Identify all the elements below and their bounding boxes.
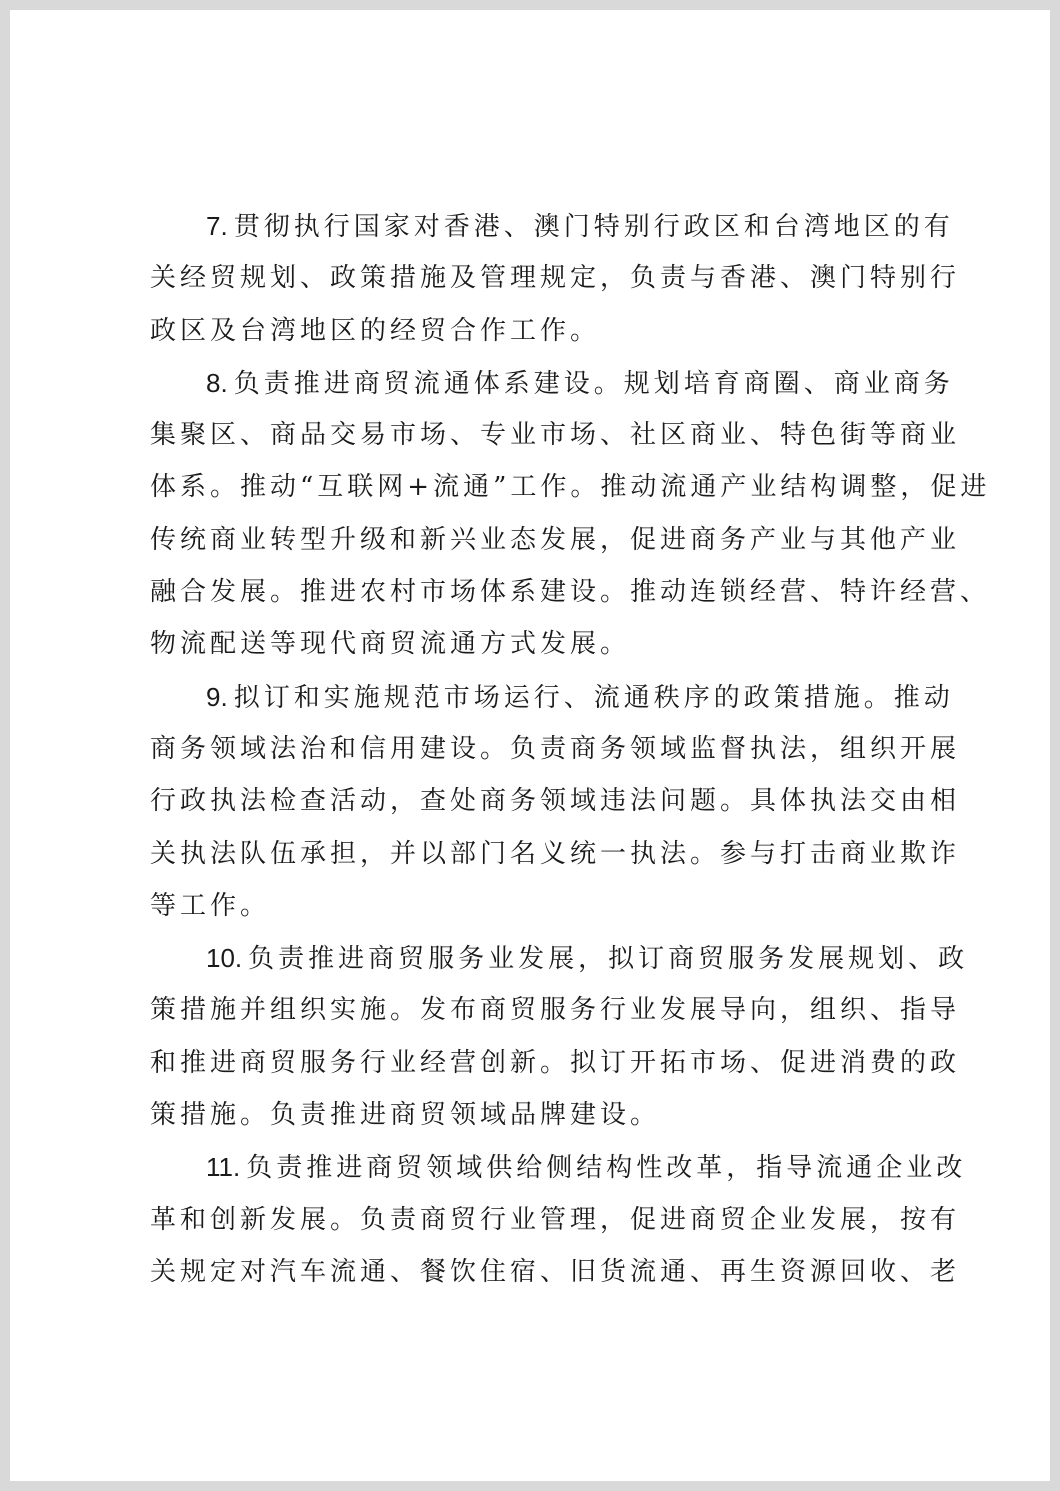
paragraph-line: 和推进商贸服务行业经营创新。拟订开拓市场、促进消费的政 [150,1047,961,1078]
paragraph-line: 集聚区、商品交易市场、专业市场、社区商业、特色街等商业 [150,420,961,451]
paragraph-10 [150,932,969,1141]
paragraph-8 [150,357,991,671]
line-text: 贯彻执行国家对香港、澳门特别行政区和台湾地区的有 [233,212,954,242]
item-number: 8. [206,367,228,398]
paragraph-line [150,932,969,984]
paragraph-line [150,200,954,252]
paragraph-line [150,671,954,723]
paragraph-11 [150,1141,967,1298]
paragraph-7 [150,200,961,357]
item-number: 9. [206,681,228,712]
paragraph-line [150,1141,967,1193]
document-body [150,200,991,1298]
line-text: 负责推进商贸领域供给侧结构性改革，指导流通企业改 [246,1153,967,1184]
line-text: 负责推进商贸流通体系建设。规划培育商圈、商业商务 [233,368,954,399]
item-number: 10. [206,943,243,974]
paragraph-line: 体系。推动“互联网+流通”工作。推动流通产业结构调整，促进 [150,472,991,503]
document-page [10,10,1050,1481]
item-number: 11. [206,1152,241,1183]
item-number: 7. [206,211,228,241]
paragraph-line: 物流配送等现代商贸流通方式发展。 [150,629,631,660]
paragraph-line: 政区及台湾地区的经贸合作工作。 [150,315,601,346]
paragraph-line: 融合发展。推进农村市场体系建设。推动连锁经营、特许经营、 [150,577,991,608]
paragraph-line: 策措施并组织实施。发布商贸服务行业发展导向，组织、指导 [150,995,961,1026]
line-text: 拟订和实施规范市场运行、流通秩序的政策措施。推动 [233,682,954,713]
paragraph-line: 关执法队伍承担，并以部门名义统一执法。参与打击商业欺诈 [150,838,961,869]
paragraph-line: 策措施。负责推进商贸领域品牌建设。 [150,1100,661,1131]
paragraph-line: 行政执法检查活动，查处商务领域违法问题。具体执法交由相 [150,786,961,817]
paragraph-9 [150,671,961,932]
paragraph-line: 关规定对汽车流通、餐饮住宿、旧货流通、再生资源回收、老 [150,1256,961,1287]
paragraph-line: 等工作。 [150,890,271,921]
paragraph-line: 商务领域法治和信用建设。负责商务领域监督执法，组织开展 [150,733,961,764]
paragraph-line: 传统商业转型升级和新兴业态发展，促进商务产业与其他产业 [150,524,961,555]
paragraph-line: 关经贸规划、政策措施及管理规定，负责与香港、澳门特别行 [150,263,961,294]
paragraph-line: 革和创新发展。负责商贸行业管理，促进商贸企业发展，按有 [150,1204,961,1235]
line-text: 负责推进商贸服务业发展，拟订商贸服务发展规划、政 [248,944,969,975]
paragraph-line [150,357,954,409]
